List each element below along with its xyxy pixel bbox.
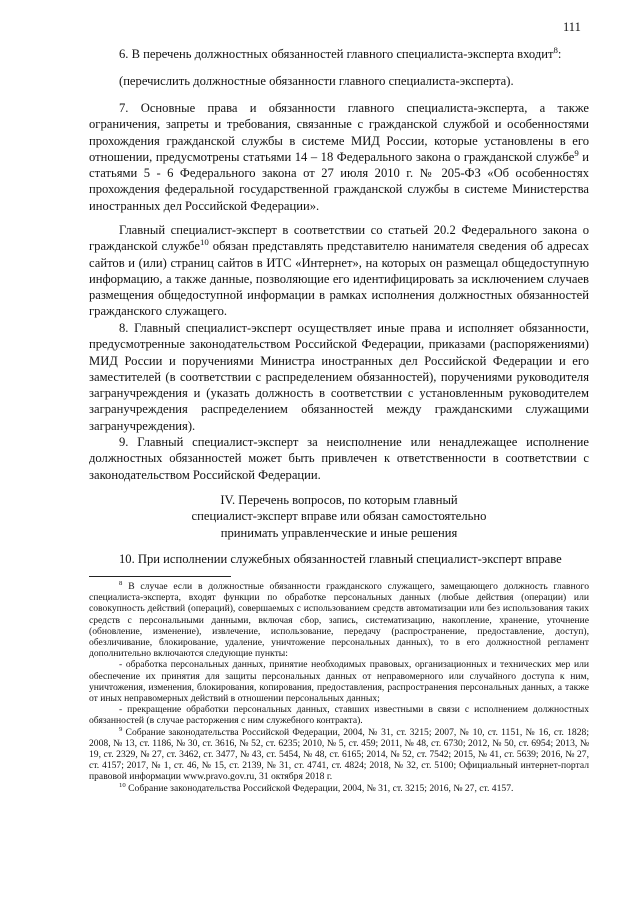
heading-line-3: принимать управленческие и иные решения (220, 525, 458, 540)
section-6-number: 6. (119, 47, 129, 61)
footnotes (89, 581, 589, 794)
section-7-p2-text-b: обязан представлять представителю нанимателя сведения об адресах сайтов и (или) страниц сайтов в ИТС «Интернет», на которых он размещал общедоступную информацию, а также данные, позволяющие его идентифицировать за исключением случаев размещения общедоступной информации в рамках исполнения должностных обязанностей гражданского служащего. (89, 239, 589, 319)
section-7-paragraph-1 (89, 100, 589, 214)
footnote-9-number: 9 (119, 725, 123, 733)
section-7-p2-text-a: Главный специалист-эксперт в соответствии со статьей 20.2 Федерального закона о гражданской службе (89, 223, 589, 254)
section-10: 10. При исполнении служебных обязанностей главный специалист-эксперт вправе (119, 552, 562, 566)
footnote-8-number: 8 (119, 579, 123, 587)
section-6-text: В перечень должностных обязанностей главного специалиста-эксперта входит (131, 47, 554, 61)
section-7-text-b: и статьями 5 - 6 Федерального закона от 27 июля 2010 г. № 205-ФЗ «Об особенностях прохождения федеральной государственной гражданской службы в системе Министерства иностранных дел Российской Федерации». (89, 149, 590, 213)
footnote-10 (89, 783, 589, 794)
section-9: 9. Главный специалист-эксперт за неисполнение или ненадлежащее исполнение должностных обязанностей может быть привлечен к ответственности в соответствии с законодательством Российской Федерации. (89, 435, 589, 482)
footnote-ref-10: 10 (199, 237, 209, 248)
footnote-ref-9: 9 (574, 147, 579, 158)
footnote-9-text: Собрание законодательства Российской Федерации, 2004, № 31, ст. 3215; 2007, № 10, ст. 1151, № 16, ст. 1828; 2008, № 13, ст. 1186, № 30, ст. 3616, № 52, ст. 6235; 2010, № 5, ст. 459; 2011, № 48, ст. 6730; 2012, № 50, ст. 6954; 2013, № 19, ст. 2329, № 27, ст. 3462, ст. 3477, № 43, ст. 5454, № 48, ст. 6165; 2014, № 52, ст. 7542; 2015, № 41, ст. 5639; 2016, № 27, ст. 4157; 2017, № 1, ст. 46, № 15, ст. 2139, № 31, ст. 4741, ст. 4824; 2018, № 32, ст. 5100; Официальный интернет-портал правовой информации www.pravo.gov.ru, 31 октября 2018 г. (89, 726, 589, 783)
section-6-placeholder: (перечислить должностные обязанности главного специалиста-эксперта). (119, 74, 514, 88)
section-6 (89, 46, 589, 62)
footnote-10-number: 10 (119, 781, 126, 789)
heading-line-1: IV. Перечень вопросов, по которым главный (220, 493, 458, 507)
footnote-8-text: В случае если в должностные обязанности гражданского служащего, замещающего должность главного специалиста-эксперта, входят функции по обработке персональных данных (любые действия (операции) или совокупность действий (операций), совершаемых с использованием средств автоматизации или без использования таких средств с персональными данными, включая сбор, запись, систематизацию, накопление, хранение, уточнение (обновление, изменение), извлечение, использование, передачу (распространение, предоставление, доступ), обезличивание, блокирование, удаление, уничтожение персональных данных), то в его должностной регламент дополнительно включаются следующие пункты: (89, 581, 589, 660)
section-iv-heading (89, 492, 589, 541)
section-7-paragraph-2 (89, 222, 589, 320)
heading-line-2: специалист-эксперт вправе или обязан самостоятельно (191, 509, 487, 524)
page-number: 111 (563, 20, 581, 34)
section-8: 8. Главный специалист-эксперт осуществляет иные права и исполняет обязанности, предусмотренные законодательством Российской Федерации, приказами (распоряжениями) МИД России и поручениями Министра иностранных дел Российской Федерации и его заместителей (в соответствии с распределением обязанностей), поручениями руководителя загранучреждения и (указать должность в соответствии с установленным руководителем загранучреждения распределением обязанностей между гражданскими служащими загранучреждения). (89, 321, 589, 433)
section-6-colon: : (557, 47, 562, 61)
footnote-8-item-2: - прекращение обработки персональных данных, ставших известными в связи с исполнением должностных обязанностей (в случае расторжения с ним служебного контракта). (89, 704, 589, 727)
section-7-text-a: 7. Основные права и обязанности главного специалиста-эксперта, а также ограничения, запреты и требования, связанные с гражданской службой и особенностями прохождения гражданской службы в системе МИД России, которые установлены в его отношении, предусмотрены статьями 14 – 18 Федерального закона о гражданской службе (89, 101, 589, 164)
footnote-divider (89, 576, 231, 577)
footnote-10-text: Собрание законодательства Российской Федерации, 2004, № 31, ст. 3215; 2016, № 27, ст. 4157. (125, 782, 514, 794)
footnote-9 (89, 727, 589, 783)
footnote-ref-8: 8 (553, 44, 558, 55)
footnote-8-item-1: - обработка персональных данных, принятие необходимых правовых, организационных и технических мер или обеспечение их принятия для защиты персональных данных от неправомерного или случайного доступа к ним, уничтожения, изменения, блокирования, копирования, предоставления, распространения персональных данных, а также от иных неправомерных действий в отношении персональных данных; (89, 659, 589, 705)
footnote-8 (89, 581, 589, 659)
